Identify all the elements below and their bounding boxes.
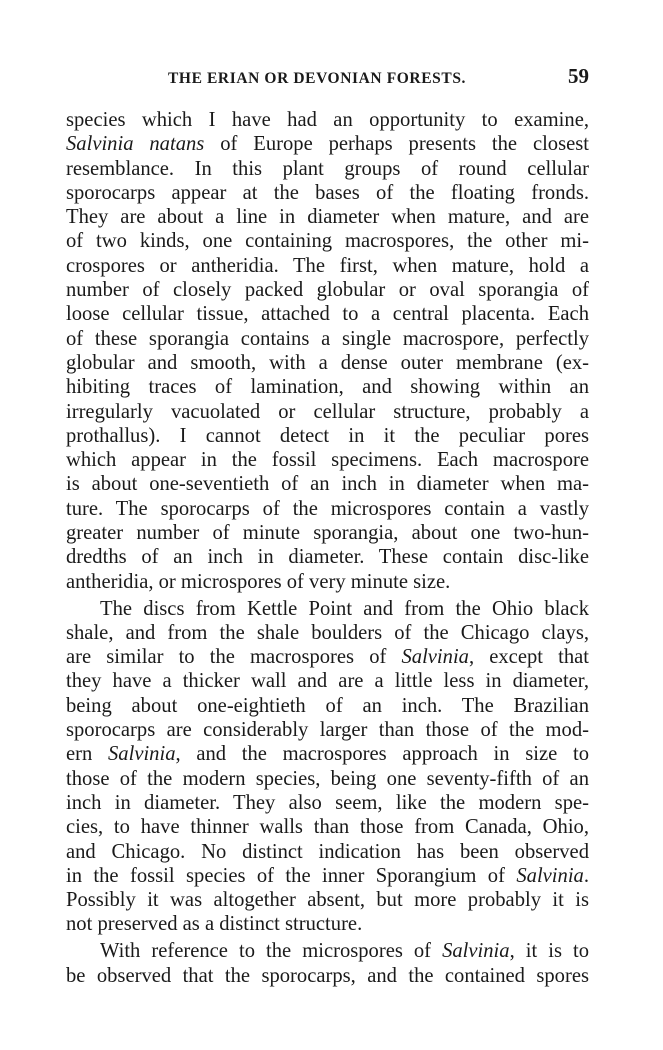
text-line: in the fossil species of the inner Sporangium of Salvinia. [66,864,589,887]
text-line: With reference to the microspores of Salvinia, it is to [100,940,589,963]
paragraph-1 [66,108,589,594]
text-line: Possibly it was altogether absent, but more probably it is [66,889,589,912]
text-line: number of closely packed globular or oval sporangia of [66,279,589,302]
text-line: is about one-seventieth of an inch in diameter when ma- [66,473,589,496]
text-line: being about one-eightieth of an inch. The Brazilian [66,694,589,717]
text-line: ern Salvinia, and the macrospores approach in size to [66,743,589,766]
text-line: prothallus). I cannot detect in it the peculiar pores [66,424,589,447]
text-line: antheridia, or microspores of very minute size. [66,570,451,593]
text-line: sporocarps are considerably larger than those of the mod- [66,719,589,742]
text-line: loose cellular tissue, attached to a central placenta. Each [66,303,589,326]
paragraph-3 [66,939,589,988]
text-line: irregularly vacuolated or cellular structure, probably a [66,400,589,423]
text-line: and Chicago. No distinct indication has been observed [66,840,589,863]
text-line: crospores or antheridia. The first, when mature, hold a [66,254,589,277]
text-line: of two kinds, one containing macrospores, the other mi- [66,230,589,253]
text-line: those of the modern species, being one seventy-fifth of an [66,767,589,790]
text-line: Salvinia natans of Europe perhaps presents the closest [66,133,589,156]
text-line: sporocarps appear at the bases of the floating fronds. [66,181,589,204]
body-text [66,108,589,990]
running-title: THE ERIAN OR DEVONIAN FORESTS. [167,70,467,87]
text-line: resemblance. In this plant groups of round cellular [66,157,589,180]
text-line: hibiting traces of lamination, and showing within an [66,376,589,399]
running-head [66,64,589,89]
text-line: greater number of minute sporangia, about one two-hun- [66,522,589,545]
text-line: of these sporangia contains a single macrospore, perfectly [66,327,589,350]
text-line: are similar to the macrospores of Salvinia, except that [66,646,589,669]
text-line: globular and smooth, with a dense outer membrane (ex- [66,351,589,374]
text-line: They are about a line in diameter when mature, and are [66,206,589,229]
text-line: shale, and from the shale boulders of the Chicago clays, [66,621,589,644]
text-line: they have a thicker wall and are a little less in diameter, [66,670,589,693]
text-line: not preserved as a distinct structure. [66,913,363,936]
text-line: species which I have had an opportunity to examine, [66,109,589,131]
text-line: dredths of an inch in diameter. These contain disc-like [66,546,589,569]
text-line: which appear in the fossil specimens. Each macrospore [66,449,589,472]
text-line: ture. The sporocarps of the microspores contain a vastly [66,497,589,520]
text-line: The discs from Kettle Point and from the Ohio black [100,597,589,620]
text-line: inch in diameter. They also seem, like the modern spe- [66,791,589,814]
page-number: 59 [568,64,589,88]
text-line: be observed that the sporocarps, and the contained spores [66,964,589,987]
text-line: cies, to have thinner walls than those from Canada, Ohio, [66,816,589,839]
paragraph-2 [66,597,589,937]
